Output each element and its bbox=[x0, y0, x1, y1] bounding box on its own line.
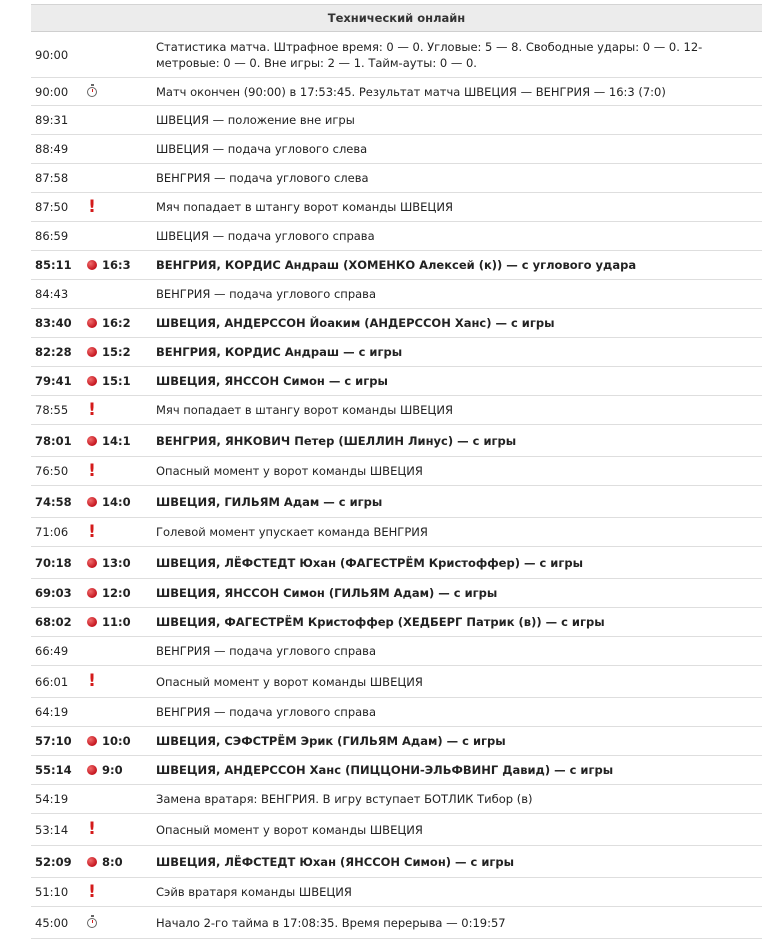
event-time: 78:55 bbox=[35, 403, 69, 417]
ball-icon bbox=[81, 251, 103, 279]
event-text: ШВЕЦИЯ, ЛЁФСТЕДТ Юхан (ФАГЕСТРЁМ Кристоффер) — с игры bbox=[156, 555, 583, 570]
event-time: 70:18 bbox=[35, 555, 72, 570]
goal-event-row bbox=[31, 756, 762, 785]
event-row bbox=[31, 518, 762, 547]
event-text: ВЕНГРИЯ — подача углового справа bbox=[156, 644, 376, 658]
exclamation-icon: ! bbox=[88, 460, 96, 481]
event-text: Замена вратаря: ВЕНГРИЯ. В игру вступает БОТЛИК Тибор (в) bbox=[156, 792, 533, 806]
ball-icon bbox=[81, 425, 103, 456]
event-text: ШВЕЦИЯ — подача углового справа bbox=[156, 229, 375, 243]
event-text: ВЕНГРИЯ, КОРДИС Андраш (ХОМЕНКО Алексей (к)) — с углового удара bbox=[156, 258, 637, 272]
event-text: ШВЕЦИЯ — положение вне игры bbox=[156, 113, 355, 127]
event-text: ВЕНГРИЯ — подача углового слева bbox=[156, 171, 369, 185]
event-score: 15:1 bbox=[102, 374, 131, 388]
event-time: 87:58 bbox=[35, 171, 69, 185]
goal-event-row bbox=[31, 846, 762, 878]
event-text: Статистика матча. Штрафное время: 0 — 0. Угловые: 5 — 8. Свободные удары: 0 — 0. 12-метровые: 0 — 0. Вне игры: 2 — 1. Тайм-ауты: 0 — 0. bbox=[156, 39, 703, 70]
event-score: 11:0 bbox=[102, 615, 131, 629]
event-score: 12:0 bbox=[102, 586, 131, 600]
event-text: ШВЕЦИЯ, АНДЕРССОН Ханс (ПИЦЦОНИ-ЭЛЬФВИНГ Давид) — с игры bbox=[156, 763, 614, 777]
ball-icon bbox=[81, 367, 103, 395]
event-score: 16:2 bbox=[102, 316, 131, 330]
event-time: 57:10 bbox=[35, 734, 72, 748]
goal-event-row bbox=[31, 367, 762, 396]
ball-icon bbox=[81, 547, 103, 578]
goal-event-row bbox=[31, 727, 762, 756]
event-text: ШВЕЦИЯ, СЭФСТРЁМ Эрик (ГИЛЬЯМ Адам) — с игры bbox=[156, 734, 506, 748]
goal-event-row bbox=[31, 251, 762, 280]
event-row bbox=[31, 878, 762, 907]
event-row bbox=[31, 222, 762, 251]
ball-icon bbox=[81, 756, 103, 784]
event-score: 13:0 bbox=[102, 555, 131, 570]
event-time: 83:40 bbox=[35, 316, 72, 330]
event-time: 68:02 bbox=[35, 615, 72, 629]
event-time: 74:58 bbox=[35, 494, 72, 509]
event-text: Опасный момент у ворот команды ШВЕЦИЯ bbox=[156, 674, 423, 689]
event-row bbox=[31, 814, 762, 846]
event-text: ШВЕЦИЯ, ЯНССОН Симон (ГИЛЬЯМ Адам) — с игры bbox=[156, 586, 498, 600]
event-time: 90:00 bbox=[35, 47, 69, 62]
event-text: ВЕНГРИЯ, КОРДИС Андраш — с игры bbox=[156, 345, 403, 359]
event-row bbox=[31, 280, 762, 309]
event-text: ШВЕЦИЯ — подача углового слева bbox=[156, 142, 368, 156]
event-text: ВЕНГРИЯ, ЯНКОВИЧ Петер (ШЕЛЛИН Линус) — с игры bbox=[156, 433, 517, 448]
event-row bbox=[31, 785, 762, 814]
event-row bbox=[31, 106, 762, 135]
exclamation-icon: ! bbox=[88, 399, 96, 420]
event-text: ШВЕЦИЯ, ФАГЕСТРЁМ Кристоффер (ХЕДБЕРГ Патрик (в)) — с игры bbox=[156, 615, 605, 629]
event-time: 78:01 bbox=[35, 433, 72, 448]
event-score: 9:0 bbox=[102, 763, 123, 777]
event-time: 84:43 bbox=[35, 287, 69, 301]
event-text: Мяч попадает в штангу ворот команды ШВЕЦИЯ bbox=[156, 403, 453, 417]
event-text: Начало 2-го тайма в 17:08:35. Время перерыва — 0:19:57 bbox=[156, 915, 506, 930]
event-time: 66:01 bbox=[35, 674, 69, 689]
event-time: 79:41 bbox=[35, 374, 72, 388]
event-text: Матч окончен (90:00) в 17:53:45. Результат матча ШВЕЦИЯ — ВЕНГРИЯ — 16:3 (7:0) bbox=[156, 84, 666, 99]
clock-icon bbox=[81, 78, 103, 105]
event-text: ШВЕЦИЯ, ЛЁФСТЕДТ Юхан (ЯНССОН Симон) — с игры bbox=[156, 854, 515, 869]
exclamation-icon: ! bbox=[88, 881, 96, 902]
event-row bbox=[31, 396, 762, 425]
ball-icon bbox=[81, 338, 103, 366]
event-text: ВЕНГРИЯ — подача углового справа bbox=[156, 705, 376, 719]
event-time: 71:06 bbox=[35, 525, 69, 539]
event-time: 82:28 bbox=[35, 345, 72, 359]
ball-icon bbox=[81, 846, 103, 877]
event-time: 51:10 bbox=[35, 885, 69, 899]
event-list bbox=[31, 32, 762, 939]
event-time: 54:19 bbox=[35, 792, 69, 806]
event-text: Опасный момент у ворот команды ШВЕЦИЯ bbox=[156, 822, 423, 837]
goal-event-row bbox=[31, 547, 762, 579]
event-row bbox=[31, 637, 762, 666]
event-time: 89:31 bbox=[35, 113, 69, 127]
event-time: 53:14 bbox=[35, 822, 69, 837]
goal-event-row bbox=[31, 338, 762, 367]
event-time: 88:49 bbox=[35, 142, 69, 156]
event-text: ШВЕЦИЯ, ЯНССОН Симон — с игры bbox=[156, 374, 388, 388]
event-score: 15:2 bbox=[102, 345, 131, 359]
event-row bbox=[31, 78, 762, 106]
event-row bbox=[31, 698, 762, 727]
exclamation-icon: ! bbox=[88, 671, 96, 691]
exclamation-icon: ! bbox=[88, 819, 96, 839]
event-row bbox=[31, 193, 762, 222]
event-text: Мяч попадает в штангу ворот команды ШВЕЦИЯ bbox=[156, 200, 453, 214]
event-text: ШВЕЦИЯ, ГИЛЬЯМ Адам — с игры bbox=[156, 494, 383, 509]
event-row bbox=[31, 135, 762, 164]
clock-icon bbox=[81, 907, 103, 938]
event-row bbox=[31, 666, 762, 698]
ball-icon bbox=[81, 579, 103, 607]
ball-icon bbox=[81, 309, 103, 337]
event-time: 45:00 bbox=[35, 915, 69, 930]
event-text: Сэйв вратаря команды ШВЕЦИЯ bbox=[156, 885, 352, 899]
event-time: 87:50 bbox=[35, 200, 69, 214]
event-time: 64:19 bbox=[35, 705, 69, 719]
event-score: 10:0 bbox=[102, 734, 131, 748]
ball-icon bbox=[81, 486, 103, 517]
event-score: 16:3 bbox=[102, 258, 131, 272]
event-row bbox=[31, 164, 762, 193]
ball-icon bbox=[81, 727, 103, 755]
exclamation-icon: ! bbox=[88, 196, 96, 217]
event-time: 90:00 bbox=[35, 84, 69, 99]
event-time: 55:14 bbox=[35, 763, 72, 777]
event-text: ВЕНГРИЯ — подача углового справа bbox=[156, 287, 376, 301]
event-time: 52:09 bbox=[35, 854, 72, 869]
event-row bbox=[31, 32, 762, 78]
event-text: ШВЕЦИЯ, АНДЕРССОН Йоаким (АНДЕРССОН Ханс) — с игры bbox=[156, 316, 555, 330]
goal-event-row bbox=[31, 486, 762, 518]
event-row bbox=[31, 457, 762, 486]
event-time: 86:59 bbox=[35, 229, 69, 243]
event-time: 85:11 bbox=[35, 258, 72, 272]
event-time: 66:49 bbox=[35, 644, 69, 658]
event-text: Опасный момент у ворот команды ШВЕЦИЯ bbox=[156, 464, 423, 478]
goal-event-row bbox=[31, 425, 762, 457]
event-text: Голевой момент упускает команда ВЕНГРИЯ bbox=[156, 525, 428, 539]
event-row bbox=[31, 907, 762, 939]
event-time: 69:03 bbox=[35, 586, 72, 600]
event-score: 14:0 bbox=[102, 494, 131, 509]
feed-title: Технический онлайн bbox=[31, 4, 762, 32]
goal-event-row bbox=[31, 608, 762, 637]
tech-online-feed bbox=[31, 4, 762, 939]
goal-event-row bbox=[31, 579, 762, 608]
goal-event-row bbox=[31, 309, 762, 338]
event-score: 14:1 bbox=[102, 433, 131, 448]
event-time: 76:50 bbox=[35, 464, 69, 478]
event-score: 8:0 bbox=[102, 854, 123, 869]
exclamation-icon: ! bbox=[88, 521, 96, 542]
ball-icon bbox=[81, 608, 103, 636]
